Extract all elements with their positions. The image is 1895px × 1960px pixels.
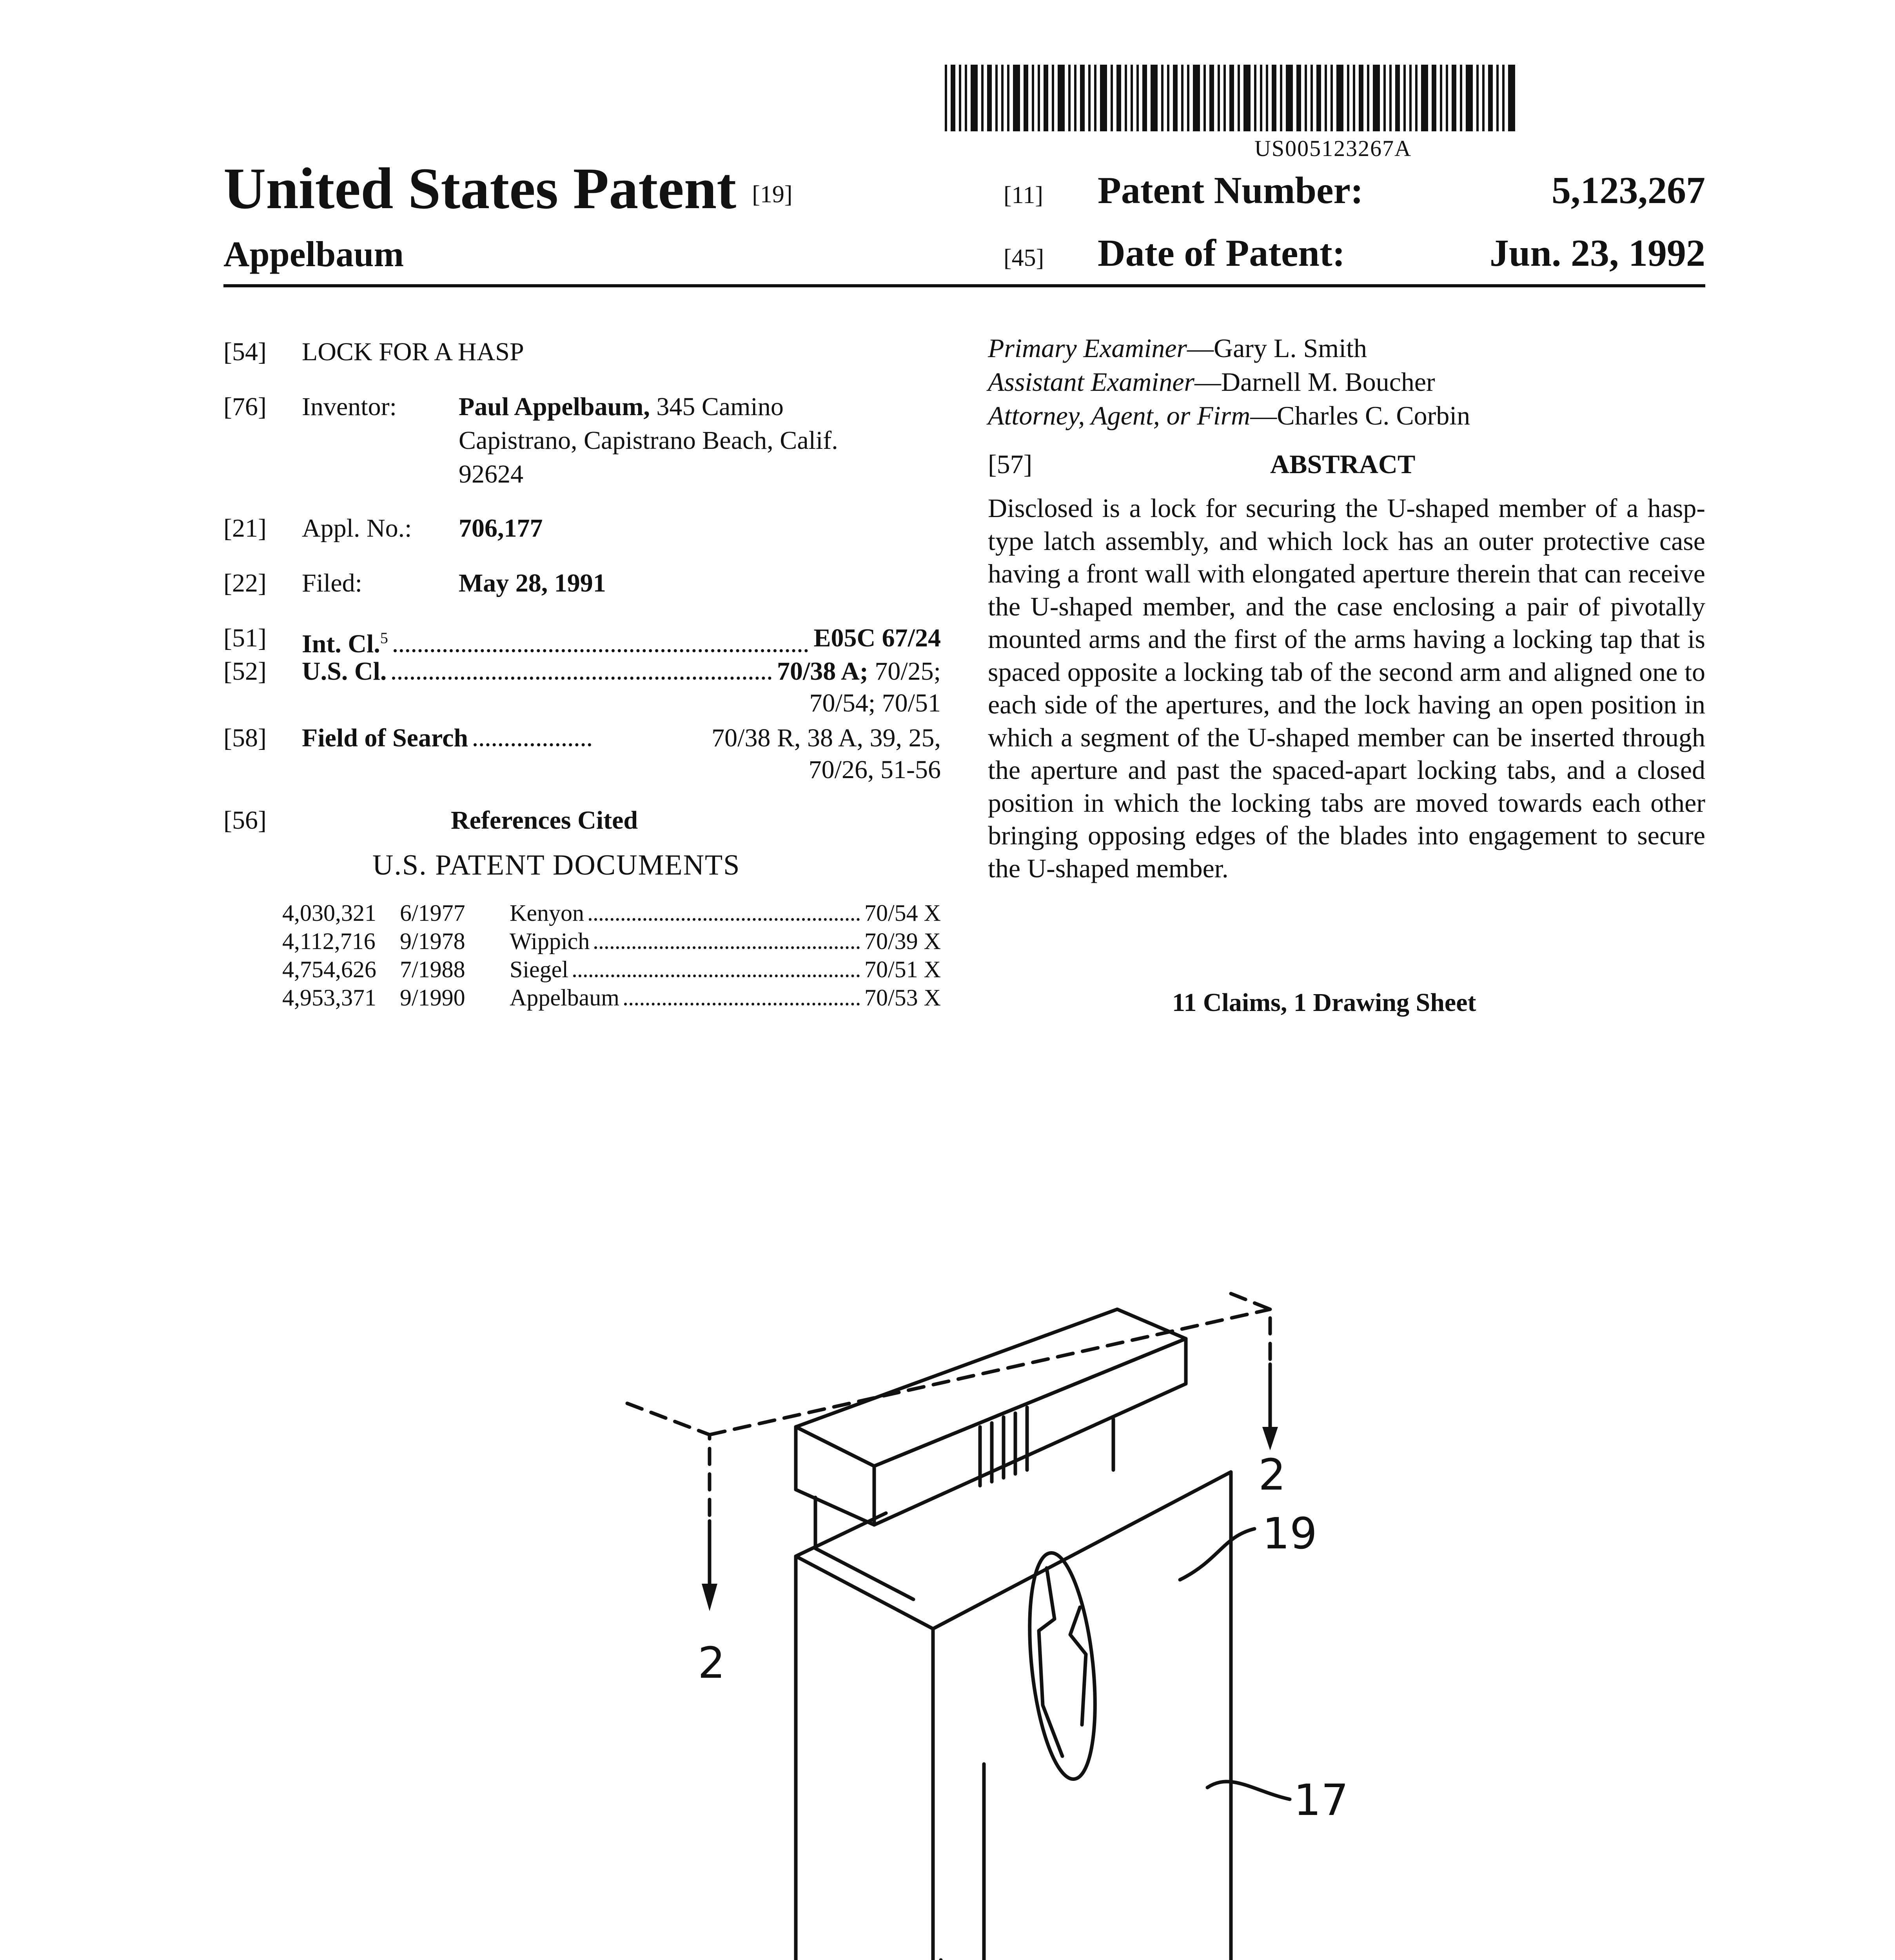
attorney-label: Attorney, Agent, or Firm	[988, 401, 1251, 430]
reference-row	[282, 984, 941, 1012]
barcode-bar	[1187, 65, 1189, 131]
reference-name: Kenyon	[510, 900, 584, 926]
barcode-bar	[1373, 65, 1380, 131]
barcode-bar	[1432, 65, 1436, 131]
section-line-top	[1231, 1294, 1270, 1364]
reference-class: 70/54 X	[864, 900, 941, 926]
patent-office-title	[223, 155, 792, 222]
abstract-title: ABSTRACT	[1270, 449, 1416, 479]
date-of-patent-row	[1004, 231, 1705, 275]
abstract-text: Disclosed is a lock for securing the U-shaped member of a hasp-type latch assembly, and which lock has an outer protective case having a front wall with elongated aperture therein that can receive the U-shaped member, and the case enclosing a pair of pivotally mounted arms and the first of the arms having a locking tap that is spaced opposite a locking tab of the second arm and aligned one to each side of the apertures, and the lock having an open position in which a segment of the U-shaped member can be inserted through the aperture and past the spaced-apart locking tabs, and a closed position in which the locking tabs are moved towards each other bringing opposing edges of the blades into engagement to secure the U-shaped member.	[988, 493, 1705, 883]
barcode-bar	[1209, 65, 1214, 131]
filed-tag: [22]	[223, 569, 267, 597]
barcode-bar	[995, 65, 998, 131]
leader-17	[1207, 1782, 1290, 1799]
reference-class: 70/51 X	[864, 956, 941, 982]
barcode-bar	[1001, 65, 1004, 131]
barcode-bar	[1440, 65, 1442, 131]
body-left-face	[796, 1556, 933, 1960]
barcode-bar	[981, 65, 984, 131]
barcode-bar	[1446, 65, 1448, 131]
barcode-bar	[1311, 65, 1313, 131]
patent-number-tag: [11]	[1004, 182, 1043, 209]
barcode-bar	[1395, 65, 1400, 131]
barcode-bar	[1389, 65, 1392, 131]
reference-name: Siegel	[510, 956, 568, 982]
inventor-surname: Appelbaum	[223, 234, 404, 274]
barcode-bar	[1353, 65, 1355, 131]
int-cl-sup: 5	[380, 629, 388, 647]
header-rule	[223, 284, 1705, 287]
barcode-bar	[1203, 65, 1206, 131]
primary-examiner-name: —Gary L. Smith	[1187, 333, 1367, 363]
reference-number: 4,030,321	[282, 900, 376, 926]
barcode-bar	[1266, 65, 1268, 131]
barcode-bar	[1260, 65, 1262, 131]
barcode-bar	[1136, 65, 1139, 131]
reference-date: 6/1977	[400, 900, 465, 926]
barcode-bar	[1305, 65, 1307, 131]
abstract-heading	[988, 449, 1705, 480]
leader-dots	[392, 655, 771, 680]
us-cl-values	[777, 655, 941, 688]
locking-tab-right	[1070, 1607, 1086, 1725]
barcode-bar	[1243, 65, 1251, 131]
barcode-bar	[1024, 65, 1028, 131]
barcode-bar	[1347, 65, 1349, 131]
us-cl-value-2: 70/54; 70/51	[809, 689, 941, 717]
barcode-bar	[1238, 65, 1240, 131]
barcode-bar	[945, 65, 947, 131]
barcode-bar	[1325, 65, 1327, 131]
primary-examiner	[988, 331, 1367, 365]
title-tag: [54]	[223, 338, 267, 366]
barcode-bar	[1094, 65, 1096, 131]
barcode-bar	[1116, 65, 1121, 131]
inventor-field	[223, 390, 941, 491]
barcode-bar	[1229, 65, 1234, 131]
barcode-bar	[1038, 65, 1040, 131]
references-subtitle: U.S. PATENT DOCUMENTS	[372, 849, 741, 881]
appl-tag: [21]	[223, 514, 267, 543]
barcode-bar	[1068, 65, 1071, 131]
barcode-bar	[1181, 65, 1183, 131]
barcode-bar	[1074, 65, 1076, 131]
reference-number: 4,112,716	[282, 928, 376, 954]
barcode-bar	[1476, 65, 1479, 131]
patent-number-row	[1004, 169, 1705, 212]
patent-office-title-tag: [19]	[752, 181, 793, 208]
leader-19	[1180, 1529, 1254, 1580]
barcode-bar	[1100, 65, 1107, 131]
lid-front-right-face	[874, 1339, 1186, 1525]
inventor-name: Paul Appelbaum,	[459, 392, 650, 421]
barcode-bar	[1007, 65, 1009, 131]
int-cl-tag: [51]	[223, 624, 267, 652]
barcode-bar	[1296, 65, 1301, 131]
us-cl-value-bold: 70/38 A;	[777, 657, 868, 686]
barcode-bar	[1403, 65, 1406, 131]
inventor-address-3: 92624	[459, 460, 523, 488]
inventor-address-1: 345 Camino	[656, 392, 784, 421]
section-line-left	[627, 1403, 710, 1521]
barcode-bar	[1058, 65, 1065, 131]
barcode-bar	[965, 65, 967, 131]
barcode-bar	[1223, 65, 1226, 131]
ref-label-19: 19	[1262, 1508, 1317, 1559]
appl-no-field	[223, 512, 941, 545]
barcode-bar	[1502, 65, 1505, 131]
barcode-bar	[1173, 65, 1178, 131]
barcode-bar	[1452, 65, 1456, 131]
barcode-bar	[1466, 65, 1473, 131]
barcode-bar	[1254, 65, 1256, 131]
barcode-bar	[1415, 65, 1418, 131]
barcode-bar	[1272, 65, 1276, 131]
leader-dots	[394, 621, 808, 652]
fos-tag: [58]	[223, 724, 267, 752]
date-of-patent: Jun. 23, 1992	[1489, 232, 1705, 274]
reference-number: 4,754,626	[282, 956, 376, 982]
barcode-bar	[1330, 65, 1333, 131]
attorney	[988, 399, 1470, 432]
section-label-top: 2	[1258, 1450, 1286, 1500]
barcode-bar	[1151, 65, 1158, 131]
barcode-bar	[1088, 65, 1091, 131]
document-number: US005123267A	[1254, 136, 1412, 161]
us-cl-tag: [52]	[223, 657, 267, 686]
us-cl-value-1: 70/25;	[875, 657, 941, 686]
arrow-top-icon	[1262, 1427, 1278, 1450]
abstract-tag: [57]	[988, 449, 1033, 479]
section-label-left: 2	[698, 1638, 725, 1688]
assistant-examiner-name: —Darnell M. Boucher	[1194, 367, 1435, 397]
reference-class: 70/39 X	[864, 928, 941, 954]
barcode-bar	[1421, 65, 1428, 131]
assistant-examiner-label: Assistant Examiner	[988, 367, 1194, 397]
barcode-bar	[1409, 65, 1412, 131]
date-label: Date of Patent:	[1098, 232, 1345, 274]
inventor-details	[459, 390, 941, 491]
title-field	[223, 335, 941, 369]
date-tag: [45]	[1004, 245, 1044, 271]
appl-label: Appl. No.:	[302, 514, 412, 543]
claims-summary: 11 Claims, 1 Drawing Sheet	[1172, 988, 1476, 1017]
barcode-bar	[951, 65, 955, 131]
barcode-bar	[1032, 65, 1034, 131]
barcode-bar	[1280, 65, 1282, 131]
fos-label: Field of Search	[302, 724, 468, 752]
inventor-label: Inventor:	[302, 392, 397, 421]
appl-no: 706,177	[459, 514, 543, 543]
barcode-bar	[1460, 65, 1462, 131]
barcode-bar	[1218, 65, 1220, 131]
attorney-name: —Charles C. Corbin	[1250, 401, 1470, 430]
barcode-bar	[987, 65, 992, 131]
invention-title: LOCK FOR A HASP	[302, 338, 524, 366]
barcode-bar	[1125, 65, 1127, 131]
lid-front-left-face	[796, 1427, 874, 1525]
patent-number-label: Patent Number:	[1098, 169, 1363, 212]
inventor-address-2: Capistrano, Capistrano Beach, Calif.	[459, 426, 838, 455]
barcode-bar	[1488, 65, 1493, 131]
references-tag: [56]	[223, 806, 267, 835]
us-cl-label: U.S. Cl.	[302, 657, 387, 686]
reference-class: 70/53 X	[864, 985, 941, 1011]
reference-row	[282, 956, 941, 984]
barcode-bar	[1496, 65, 1499, 131]
arrow-left-icon	[702, 1584, 717, 1611]
barcode-bar	[1508, 65, 1515, 131]
barcode	[945, 65, 1705, 131]
barcode-bar	[1383, 65, 1386, 131]
barcode-bar	[1161, 65, 1164, 131]
ref-label-17: 17	[1294, 1775, 1349, 1825]
barcode-bar	[1286, 65, 1293, 131]
reference-row	[282, 900, 941, 927]
body-top-left-edge	[796, 1513, 886, 1556]
references-title: References Cited	[451, 806, 638, 835]
field-of-search	[223, 721, 941, 755]
filed-field	[223, 566, 941, 600]
barcode-bar	[1316, 65, 1321, 131]
barcode-bar	[1482, 65, 1485, 131]
barcode-bar	[1367, 65, 1369, 131]
barcode-bar	[1142, 65, 1147, 131]
reference-name: Wippich	[510, 928, 590, 954]
barcode-bar	[1131, 65, 1133, 131]
inventor-tag: [76]	[223, 392, 267, 421]
patent-number: 5,123,267	[1552, 169, 1705, 212]
barcode-bar	[971, 65, 978, 131]
fos-value-2: 70/26, 51-56	[808, 755, 941, 784]
reference-row	[282, 928, 941, 955]
leader-dots	[594, 946, 860, 949]
barcode-bar	[1044, 65, 1048, 131]
barcode-bar	[1359, 65, 1363, 131]
reference-date: 9/1978	[400, 928, 465, 954]
int-cl-label-text: Int. Cl.	[302, 630, 380, 658]
leader-dots	[573, 975, 860, 977]
filed-label: Filed:	[302, 569, 363, 597]
leader-dots	[474, 721, 591, 746]
barcode-bar	[1013, 65, 1020, 131]
barcode-bar	[1080, 65, 1085, 131]
barcode-bar	[1052, 65, 1054, 131]
barcode-bar	[1111, 65, 1113, 131]
reference-date: 7/1988	[400, 956, 465, 982]
fos-value-1: 70/38 R, 38 A, 39, 25,	[712, 724, 941, 752]
filed-date: May 28, 1991	[459, 569, 606, 597]
leader-dots	[624, 1003, 860, 1005]
reference-number: 4,953,371	[282, 985, 376, 1011]
primary-examiner-label: Primary Examiner	[988, 333, 1187, 363]
patent-office-title-text: United States Patent	[223, 156, 737, 221]
int-cl-value: E05C 67/24	[813, 624, 941, 652]
aperture	[1020, 1550, 1105, 1782]
barcode-bar	[1167, 65, 1169, 131]
reference-name: Appelbaum	[510, 985, 619, 1011]
barcode-bar	[959, 65, 961, 131]
reference-date: 9/1990	[400, 985, 465, 1011]
patent-drawing	[588, 1215, 1372, 1960]
barcode-bar	[1336, 65, 1343, 131]
barcode-bar	[1193, 65, 1200, 131]
assistant-examiner	[988, 365, 1435, 399]
us-cl-field	[223, 655, 941, 688]
leader-dots	[589, 918, 860, 921]
